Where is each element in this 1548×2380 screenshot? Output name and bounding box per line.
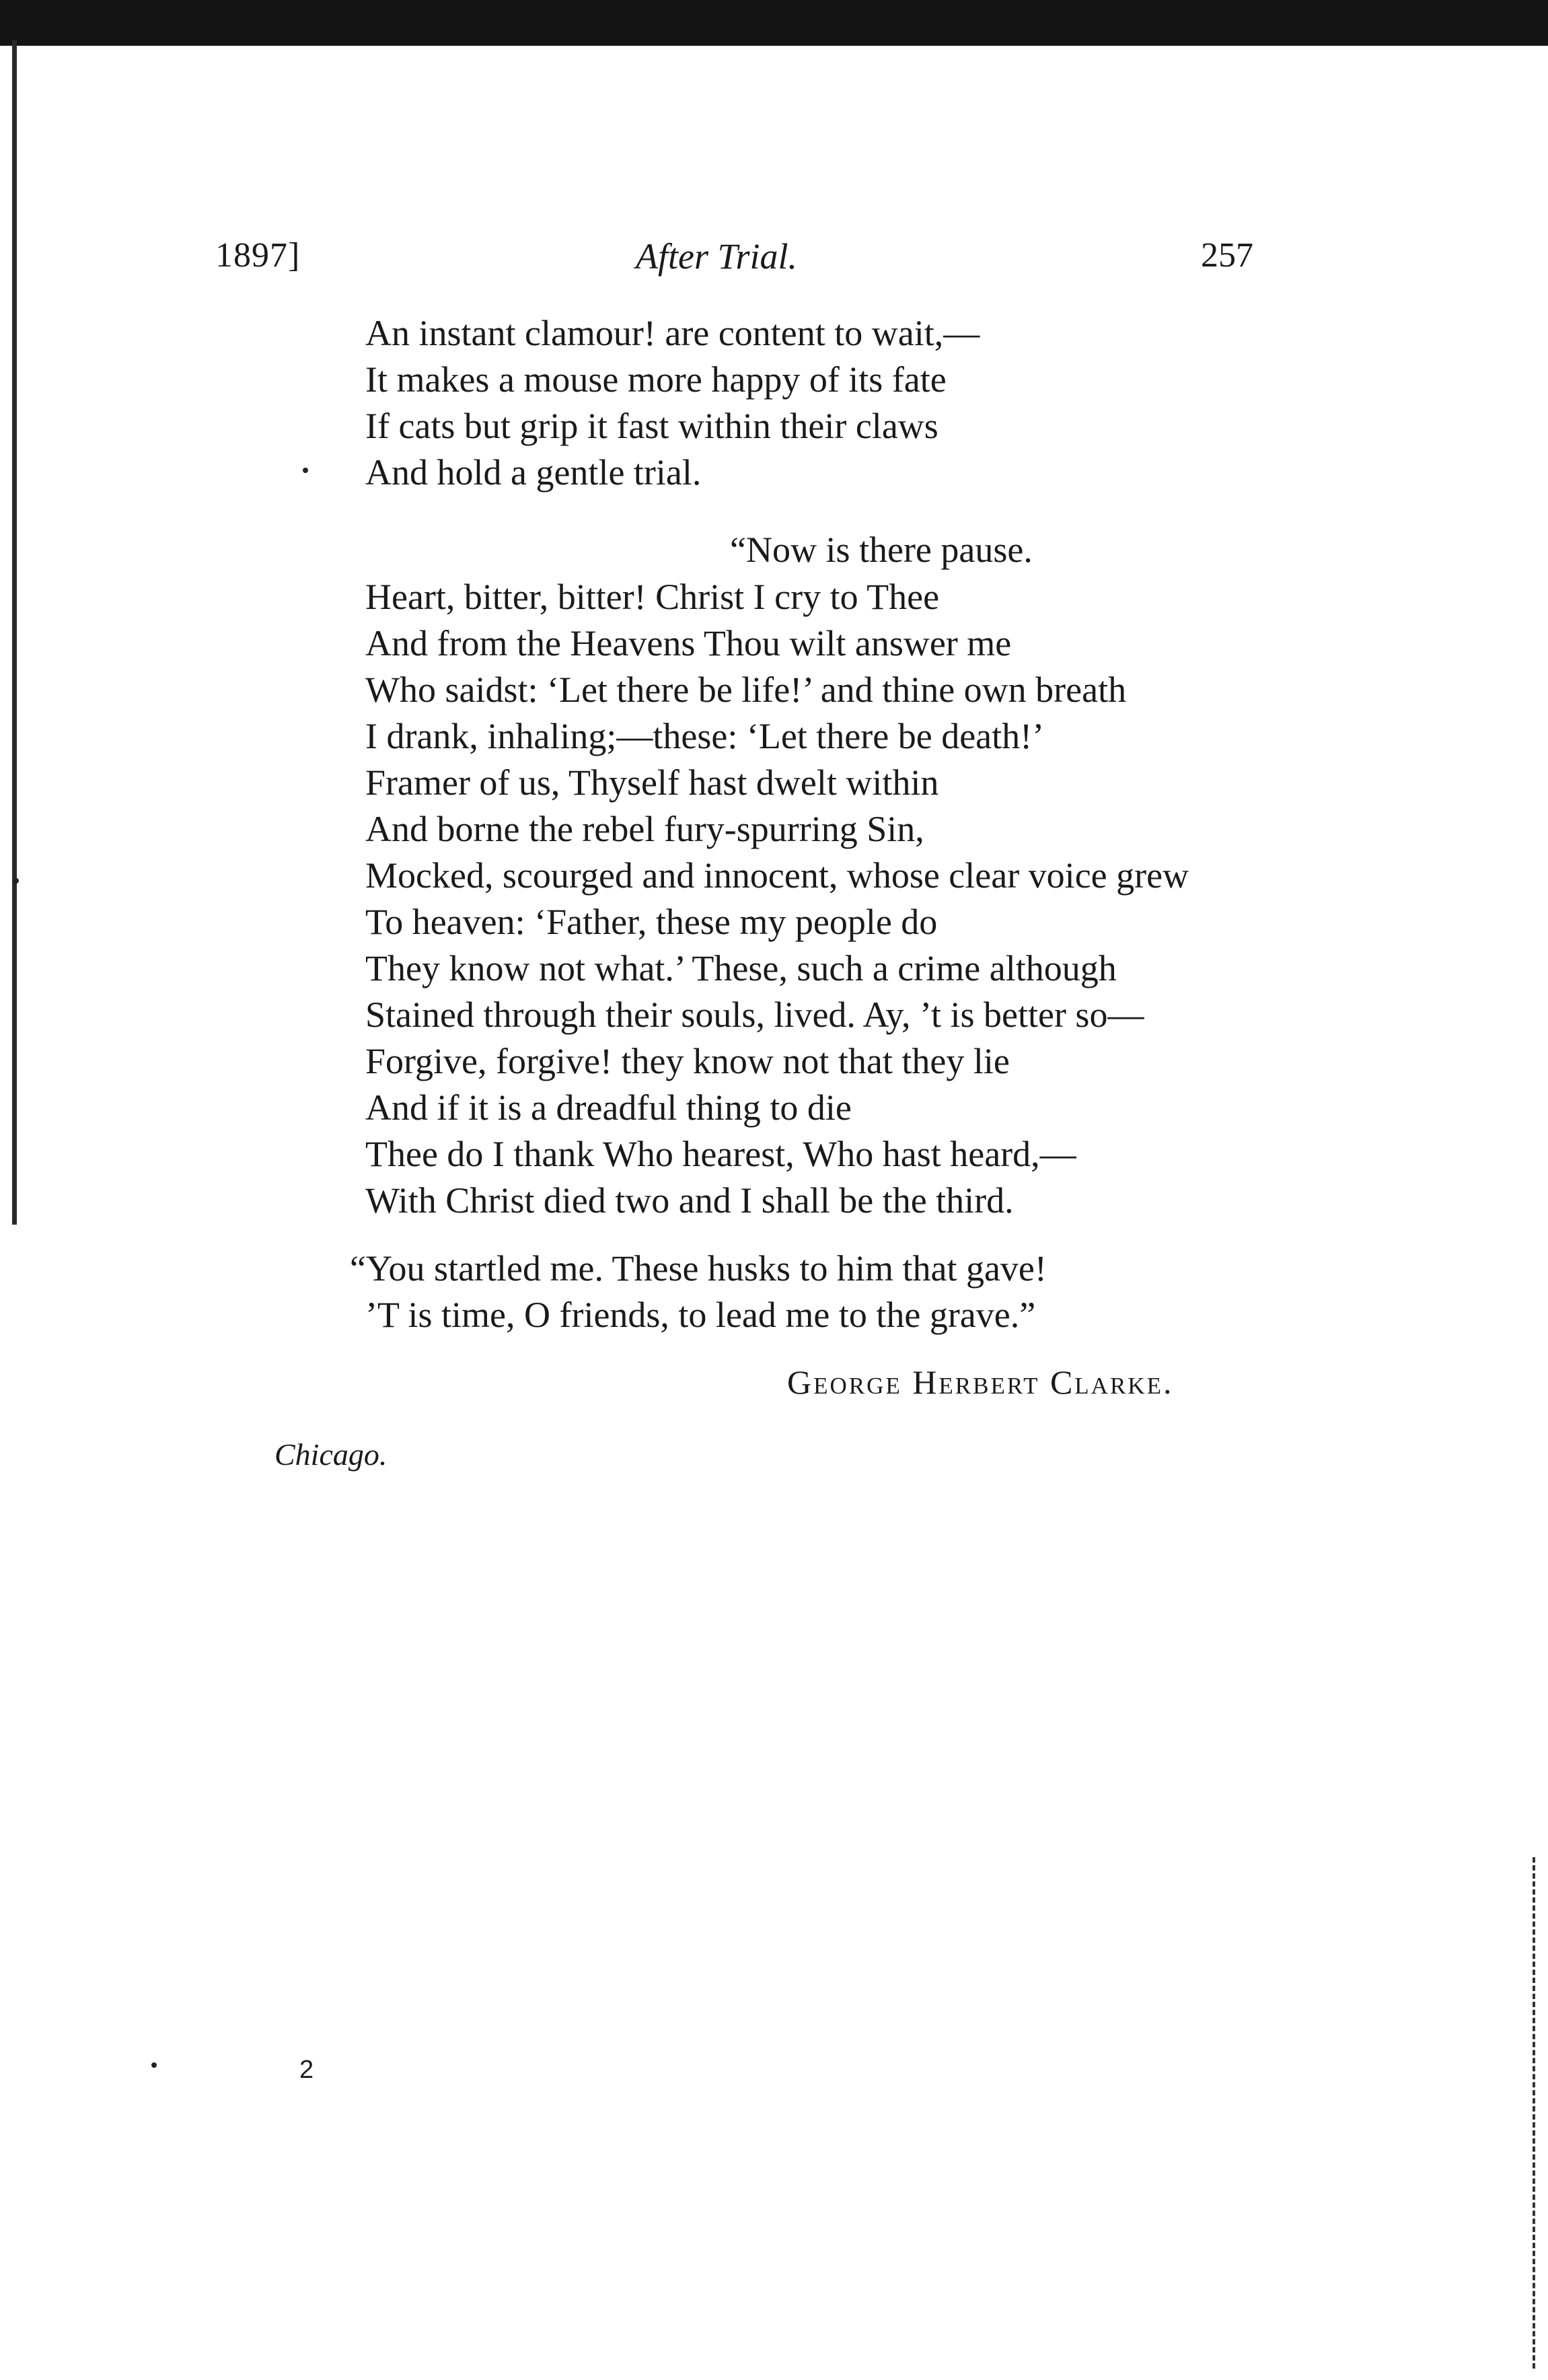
poem-line: It makes a mouse more happy of its fate (365, 359, 947, 400)
poem-line: And from the Heavens Thou wilt answer me (365, 623, 1012, 663)
poem-line: And hold a gentle trial. (365, 452, 702, 493)
scan-top-border (0, 0, 1548, 46)
poem-line: “You startled me. These husks to him that gave! (350, 1248, 1047, 1289)
poem-line: I drank, inhaling;—these: ‘Let there be death!’ (365, 716, 1045, 756)
place-of-writing: Chicago. (274, 1437, 388, 1472)
poem-line: Mocked, scourged and innocent, whose clear voice grew (365, 855, 1189, 896)
poem-line: Heart, bitter, bitter! Christ I cry to Thee (365, 577, 940, 617)
scan-speck (13, 878, 19, 884)
scan-left-edge (12, 40, 17, 1225)
poem-line: If cats but grip it fast within their claws (365, 406, 938, 446)
poem-line: To heaven: ‘Father, these my people do (365, 902, 938, 942)
poem-line: Thee do I thank Who hearest, Who hast heard,— (365, 1134, 1076, 1174)
scan-speck (303, 468, 308, 473)
printer-signature-mark: 2 (299, 2056, 314, 2084)
poem-line: Stained through their souls, lived. Ay, ’t is better so— (365, 995, 1144, 1035)
header-title: After Trial. (636, 236, 798, 277)
author-signature: George Herbert Clarke. (787, 1363, 1174, 1401)
poem-line: And if it is a dreadful thing to die (365, 1087, 852, 1128)
poem-line: ’T is time, O friends, to lead me to the grave.” (365, 1295, 1036, 1335)
poem-line: An instant clamour! are content to wait,— (365, 313, 980, 353)
poem-line: And borne the rebel fury-spurring Sin, (365, 809, 924, 849)
poem-line: Framer of us, Thyself hast dwelt within (365, 762, 939, 803)
header-year: 1897] (215, 236, 301, 275)
poem-line: Who saidst: ‘Let there be life!’ and thine own breath (365, 670, 1127, 710)
poem-line: Forgive, forgive! they know not that they lie (365, 1041, 1010, 1081)
scan-speck (151, 2062, 157, 2068)
poem-line: They know not what.’ These, such a crime although (365, 948, 1117, 988)
poem-line: “Now is there pause. (730, 530, 1033, 570)
running-header (0, 236, 1548, 283)
page-number: 257 (1201, 236, 1253, 275)
poem-line: With Christ died two and I shall be the third. (365, 1180, 1014, 1221)
scan-right-edge-marks (1533, 1857, 1538, 2369)
